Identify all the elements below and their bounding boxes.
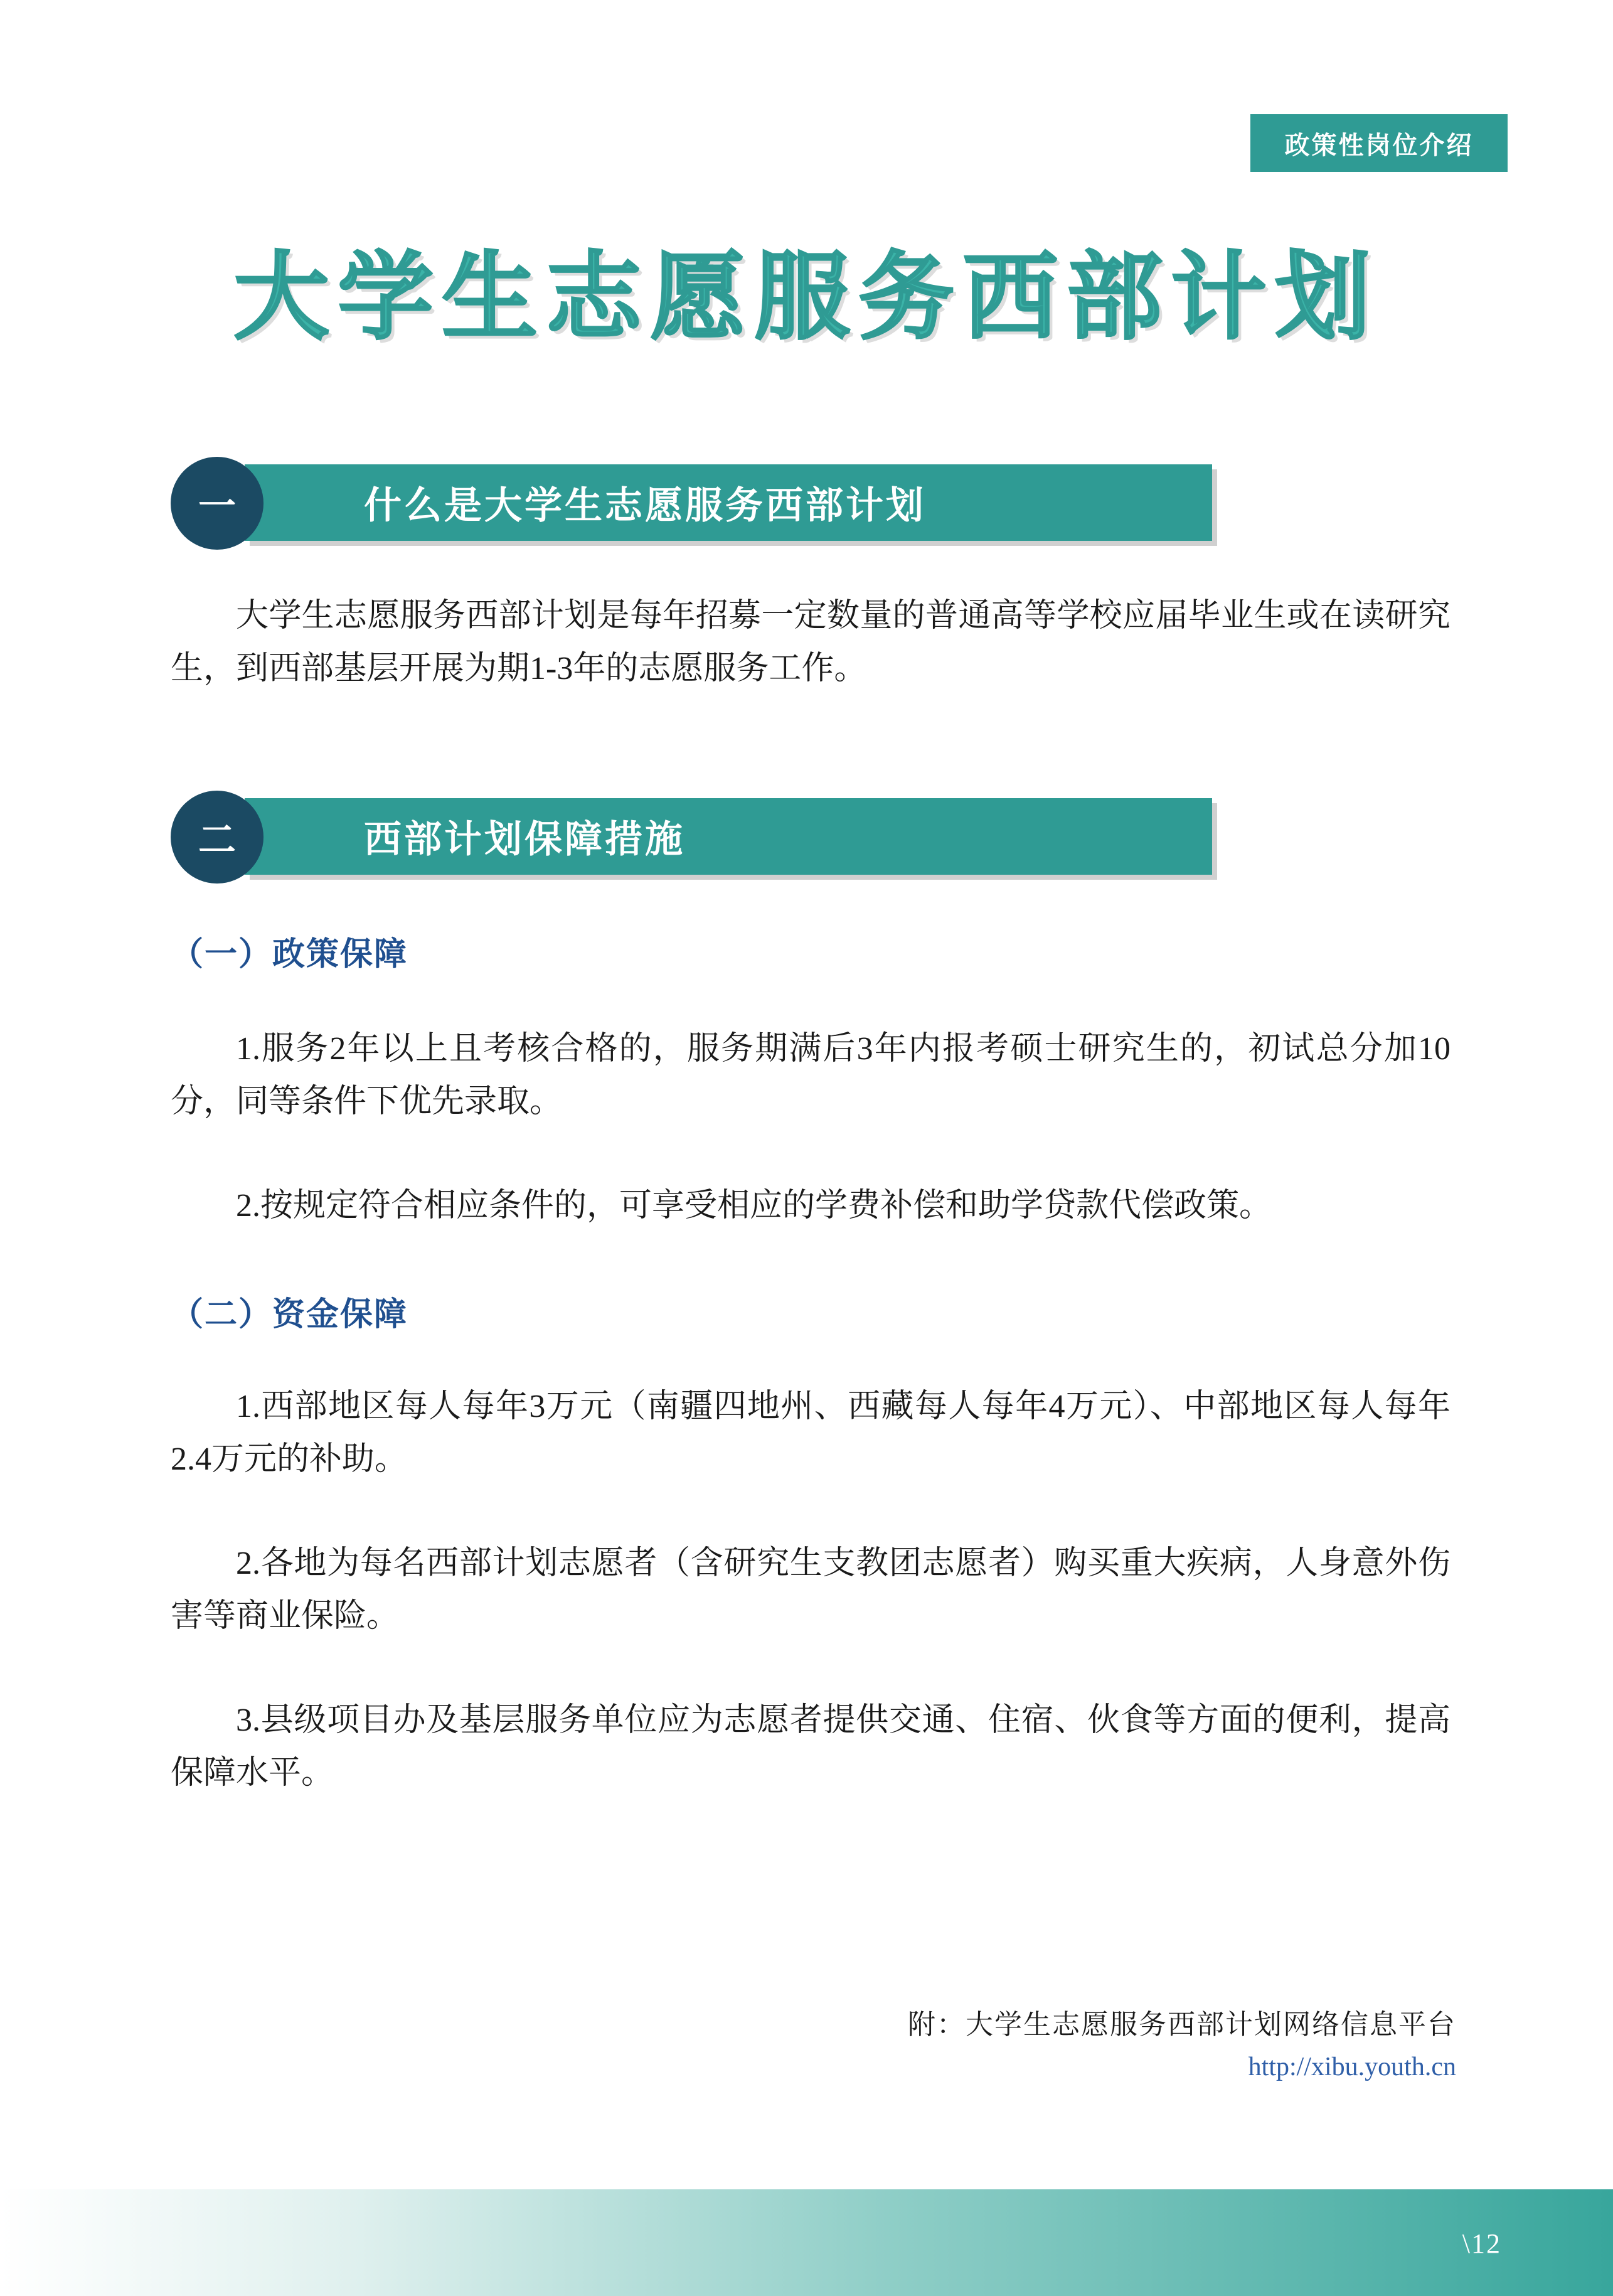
subsection-policy-item-1: 1.服务2年以上且考核合格的，服务期满后3年内报考硕士研究生的，初试总分加10分，同等条件下优先录取。 [171,1031,1451,1120]
subsection-funding-item-1: 1.西部地区每人每年3万元（南疆四地州、西藏每人每年4万元）、中部地区每人每年2.4万元的补助。 [171,1389,1451,1478]
section-heading-2-bar [245,798,1212,875]
footer-url[interactable]: http://xibu.youth.cn [1248,2053,1456,2081]
section-heading-2-label: 西部计划保障措施 [364,818,685,860]
subsection-policy-item-2: 2.按规定符合相应条件的，可享受相应的学费补偿和助学贷款代偿政策。 [236,1188,1272,1224]
bottom-decorative-band [0,2189,1613,2296]
subsection-funding-item-2: 2.各地为每名西部计划志愿者（含研究生支教团志愿者）购买重大疾病，人身意外伤害等商业保险。 [171,1546,1451,1635]
page-title: 大学生志愿服务西部计划 [233,244,1380,351]
subsection-label-funding: （二）资金保障 [171,1296,408,1333]
section-heading-1-number: 一 [171,457,264,550]
section-heading-2 [171,798,1212,875]
footer-note: 附：大学生志愿服务西部计划网络信息平台 [908,2009,1456,2040]
section-heading-1-bar [245,464,1212,541]
subsection-funding-item-3: 3.县级项目办及基层服务单位应为志愿者提供交通、住宿、伙食等方面的便利，提高保障水平。 [171,1702,1451,1791]
section-heading-1-label: 什么是大学生志愿服务西部计划 [364,484,926,526]
header-category-label: 政策性岗位介绍 [1284,131,1474,159]
page-number: \12 [1462,2228,1501,2259]
section-1-paragraph-1: 大学生志愿服务西部计划是每年招募一定数量的普通高等学校应届毕业生或在读研究生，到西部基层开展为期1-3年的志愿服务工作。 [171,598,1451,687]
subsection-label-policy: （一）政策保障 [171,936,408,973]
header-category-tag [1250,114,1508,172]
section-heading-1 [171,464,1212,541]
section-heading-2-number: 二 [171,791,264,884]
